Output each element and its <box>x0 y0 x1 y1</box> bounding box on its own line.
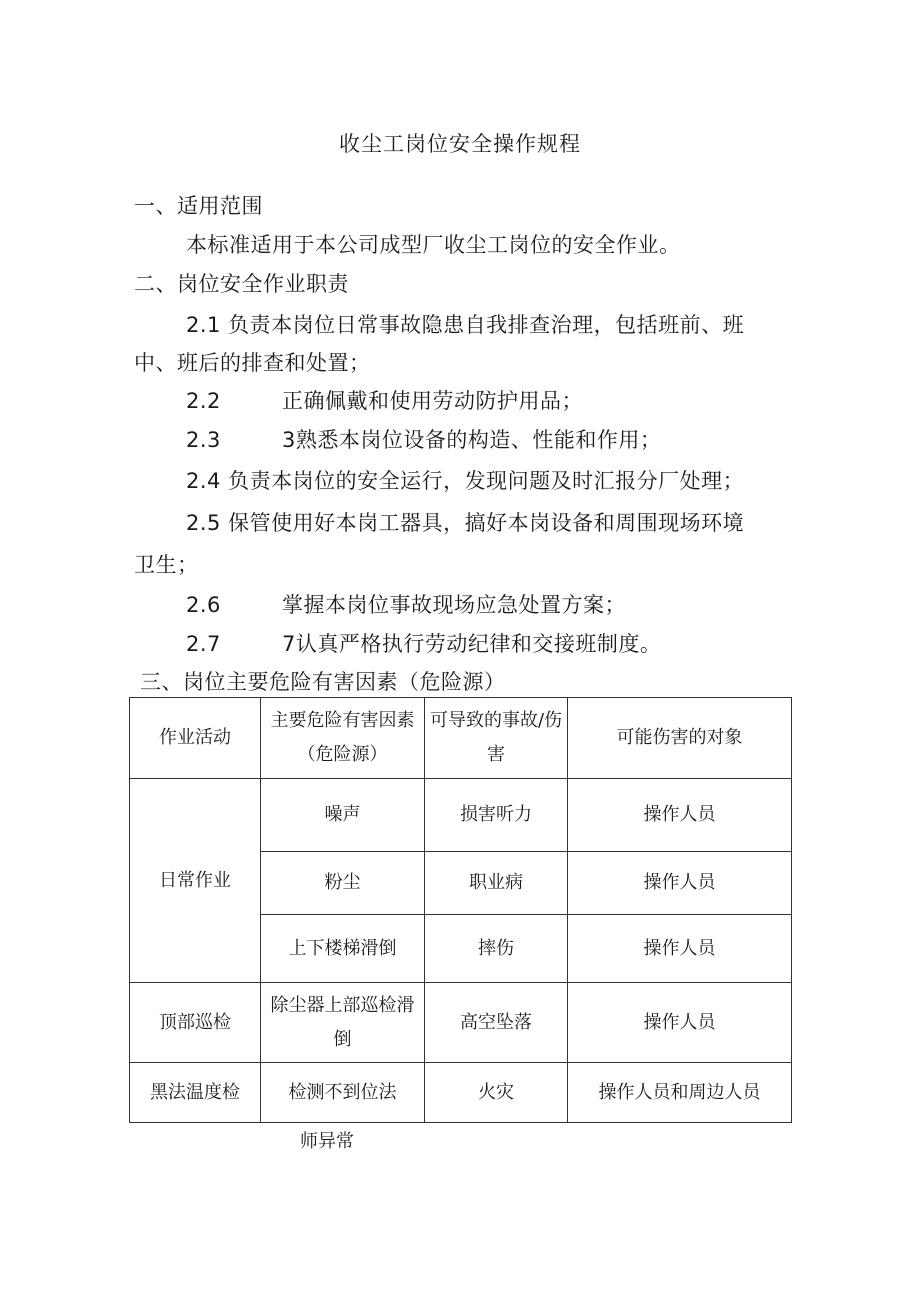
header-cell: 作业活动 <box>130 698 261 779</box>
section-1-body: 本标准适用于本公司成型厂收尘工岗位的安全作业。 <box>186 233 681 257</box>
hazard-cell: 上下楼梯滑倒 <box>261 915 425 983</box>
target-cell: 操作人员 <box>568 852 792 915</box>
header-cell: 可能伤害的对象 <box>568 698 792 779</box>
accident-cell: 摔伤 <box>425 915 568 983</box>
table-header-row <box>130 698 792 779</box>
duty-number: 2.6 <box>186 593 221 617</box>
duty-number: 2.7 <box>186 632 221 656</box>
section-3-heading: 三、岗位主要危险有害因素（危险源） <box>140 670 506 694</box>
header-cell: 主要危险有害因素（危险源） <box>261 698 425 779</box>
duty-number: 2.2 <box>186 389 221 413</box>
target-cell: 操作人员 <box>568 915 792 983</box>
accident-cell: 损害听力 <box>425 779 568 852</box>
duty-2-1 <box>186 309 744 339</box>
target-cell: 操作人员 <box>568 779 792 852</box>
activity-cell: 日常作业 <box>130 779 261 983</box>
accident-cell: 高空坠落 <box>425 983 568 1063</box>
duty-number: 2.4 <box>186 469 221 493</box>
document-title: 收尘工岗位安全操作规程 <box>339 132 581 156</box>
duty-text: 保管使用好本岗工器具，搞好本岗设备和周围现场环境 <box>220 511 745 535</box>
target-cell: 操作人员和周边人员 <box>568 1063 792 1123</box>
section-1-heading: 一、适用范围 <box>134 194 263 218</box>
duty-number: 2.5 <box>186 511 221 535</box>
hazard-cell: 粉尘 <box>261 852 425 915</box>
duty-text: 7认真严格执行劳动纪律和交接班制度。 <box>282 632 662 656</box>
target-cell: 操作人员 <box>568 983 792 1063</box>
duty-text: 负责本岗位日常事故隐患自我排查治理，包括班前、班 <box>220 313 745 337</box>
overflow-text: 师异常 <box>300 1131 354 1152</box>
hazard-cell: 除尘器上部巡检滑倒 <box>261 983 425 1063</box>
duty-2-4 <box>186 465 744 495</box>
hazard-cell: 噪声 <box>261 779 425 852</box>
duty-number: 2.3 <box>186 428 221 452</box>
hazard-table <box>129 697 792 1123</box>
table-row <box>130 779 792 852</box>
duty-2-1-continued: 中、班后的排查和处置； <box>134 351 371 375</box>
table-row <box>130 983 792 1063</box>
duty-text: 掌握本岗位事故现场应急处置方案； <box>282 593 626 617</box>
duty-2-3 <box>186 424 661 454</box>
duty-2-2 <box>186 385 583 415</box>
duty-text: 3熟悉本岗位设备的构造、性能和作用； <box>282 428 662 452</box>
duty-number: 2.1 <box>186 313 221 337</box>
duty-text: 正确佩戴和使用劳动防护用品； <box>282 389 583 413</box>
activity-cell: 黑法温度检 <box>130 1063 261 1123</box>
table-row <box>130 1063 792 1123</box>
header-cell: 可导致的事故/伤害 <box>425 698 568 779</box>
accident-cell: 火灾 <box>425 1063 568 1123</box>
duty-2-5 <box>186 507 744 537</box>
duty-2-6 <box>186 589 626 619</box>
duty-2-7 <box>186 628 661 658</box>
accident-cell: 职业病 <box>425 852 568 915</box>
hazard-cell: 检测不到位法 <box>261 1063 425 1123</box>
duty-2-5-continued: 卫生； <box>134 553 199 577</box>
activity-cell: 顶部巡检 <box>130 983 261 1063</box>
section-2-heading: 二、岗位安全作业职责 <box>134 272 349 296</box>
duty-text: 负责本岗位的安全运行，发现问题及时汇报分厂处理； <box>220 469 745 493</box>
